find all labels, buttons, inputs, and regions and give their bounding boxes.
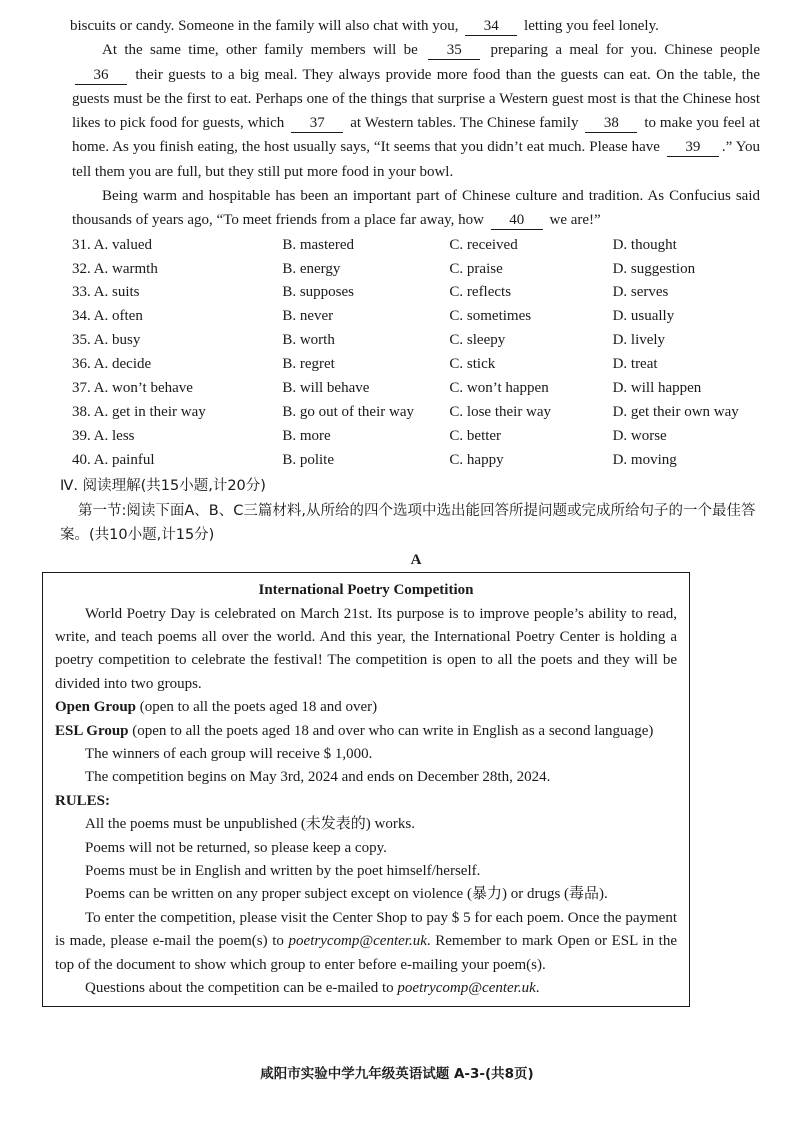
blank-38: 38: [585, 114, 637, 133]
options-table: [72, 234, 760, 473]
option-row-31: 31. A. valued B. mastered C. received D. thought: [72, 236, 677, 253]
option-row-37: 37. A. won’t behave B. will behave C. won’t happen D. will happen: [72, 380, 702, 397]
rules-heading: RULES:: [55, 792, 111, 809]
rule-item: All the poems must be unpublished (未发表的) works.: [85, 816, 415, 833]
esl-group: ESL Group (open to all the poets aged 18 and over who can write in English as a second language): [55, 722, 654, 739]
option-row-33: 33. A. suits B. supposes C. reflects D. serves: [72, 284, 669, 301]
entry-instructions: To enter the competition, please visit the Center Shop to pay $ 5 for each poem. Once the payment is made, please e-mail the poem(s) to poetrycomp@center.uk. Remember to mark Open or ESL in the top of the document to show which group to enter before e-mailing your poem(s).: [55, 909, 677, 973]
blank-34: 34: [465, 17, 517, 36]
option-row-35: 35. A. busy B. worth C. sleepy D. lively: [72, 332, 666, 349]
section-instruction: 第一节:阅读下面A、B、C三篇材料,从所给的四个选项中选出能回答所提问题或完成所给句子的一个最佳答案。(共10小题,计15分): [60, 502, 756, 543]
rule-item: Poems must be in English and written by the poet himself/herself.: [85, 863, 481, 880]
open-group-label: Open Group: [55, 699, 136, 716]
option-row-40: 40. A. painful B. polite C. happy D. moving: [72, 451, 677, 468]
option-row-32: 32. A. warmth B. energy C. praise D. suggestion: [72, 260, 696, 277]
blank-35: 35: [428, 41, 480, 60]
esl-group-label: ESL Group: [55, 722, 129, 739]
contact-email: poetrycomp@center.uk: [288, 933, 427, 950]
option-row-39: 39. A. less B. more C. better D. worse: [72, 427, 667, 444]
option-row-38: 38. A. get in their way B. go out of their way C. lose their way D. get their own way: [72, 403, 739, 420]
section-heading: Ⅳ. 阅读理解(共15小题,计20分): [60, 477, 266, 494]
rule-item: Poems will not be returned, so please keep a copy.: [85, 839, 387, 856]
dates-text: The competition begins on May 3rd, 2024 and ends on December 28th, 2024.: [85, 769, 551, 786]
prize-text: The winners of each group will receive $ 1,000.: [85, 746, 373, 763]
poetry-competition-box: [42, 572, 690, 1008]
option-row-34: 34. A. often B. never C. sometimes D. usually: [72, 308, 675, 325]
open-group: Open Group (open to all the poets aged 18 and over): [55, 699, 378, 716]
box-intro: World Poetry Day is celebrated on March 21st. Its purpose is to improve people’s ability to read, write, and teach poems all over the world. And this year, the International Poetry Center is holding a poetry competition to celebrate the festival! The competition is open to all the poets and they will be divided into two groups.: [55, 605, 677, 692]
passage-paragraph-2: At the same time, other family members will be 35 preparing a meal for you. Chinese people 36 their guests to a big meal. They always provide more food than the guests can eat. On the table, the guests must be the first to eat. Perhaps one of the things that surprise a Western guest most is that the Chinese host likes to pick food for guests, which 37 at Western tables. The Chinese family 38 to make you feel at home. As you finish eating, the host usually says, “It seems that you didn’t eat much. Please have 39 .” You tell them you are full, but they still put more food in your bowl.: [72, 42, 761, 180]
page-footer: 咸阳市实验中学九年级英语试题 A-3-(共8页): [260, 1066, 534, 1082]
option-row-36: 36. A. decide B. regret C. stick D. treat: [72, 356, 658, 373]
blank-39: 39: [667, 138, 719, 157]
questions-email: poetrycomp@center.uk: [397, 980, 536, 997]
blank-40: 40: [491, 211, 543, 230]
blank-36: 36: [75, 66, 127, 85]
rule-item: Poems can be written on any proper subject except on violence (暴力) or drugs (毒品).: [85, 886, 608, 903]
passage-paragraph-1: biscuits or candy. Someone in the family will also chat with you, 34 letting you feel lonely.: [70, 18, 659, 34]
passage-paragraph-3: Being warm and hospitable has been an important part of Chinese culture and tradition. As Confucius said thousands of years ago, “To meet friends from a place far away, how 40 we are!”: [72, 188, 760, 229]
box-title: International Poetry Competition: [258, 581, 474, 598]
passage-letter: A: [410, 551, 422, 568]
blank-37: 37: [291, 114, 343, 133]
questions-text: Questions about the competition can be e-mailed to poetrycomp@center.uk.: [85, 980, 540, 997]
